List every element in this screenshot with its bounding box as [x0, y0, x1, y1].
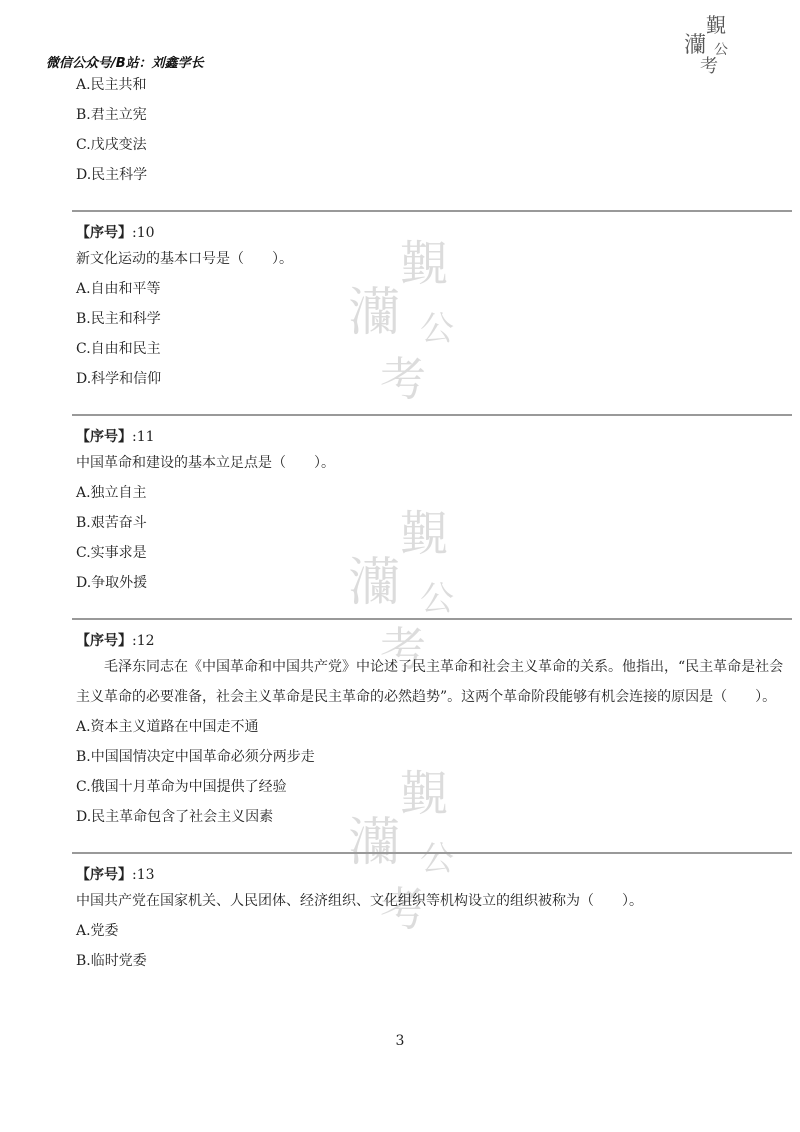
option-d: D.民主革命包含了社会主义因素	[76, 809, 274, 825]
svg-text:公: 公	[420, 839, 454, 879]
svg-text:覲: 覲	[400, 766, 449, 822]
option-d: D.民主科学	[76, 167, 148, 183]
question-header	[76, 222, 788, 244]
logo-char-3: 公	[714, 42, 728, 58]
option-b: B.艰苦奋斗	[76, 515, 147, 531]
logo-char-1: 覲	[706, 13, 726, 37]
option-c: C.俄国十月革命为中国提供了经验	[76, 779, 287, 795]
option-b: B.临时党委	[76, 953, 147, 969]
divider	[72, 210, 792, 212]
option-b: B.中国国情决定中国革命必须分两步走	[76, 749, 315, 765]
question-label: 【序号】	[76, 225, 132, 241]
question-11	[76, 426, 788, 598]
question-header	[76, 864, 788, 886]
logo-char-2: 灡	[684, 33, 707, 58]
question-number: :11	[132, 429, 155, 445]
svg-text:灡: 灡	[348, 553, 401, 613]
question-13	[76, 864, 788, 976]
divider	[72, 852, 792, 854]
question-12	[76, 630, 788, 832]
question-stem: 新文化运动的基本口号是（ ）。	[76, 251, 293, 267]
question-label: 【序号】	[76, 429, 132, 445]
page-number: 3	[395, 1033, 405, 1049]
option-a: A.自由和平等	[76, 281, 161, 297]
option-b: B.君主立宪	[76, 107, 147, 123]
question-header	[76, 426, 788, 448]
svg-text:覲: 覲	[400, 236, 449, 292]
question-stem: 中国共产党在国家机关、人民团体、经济组织、文化组织等机构设立的组织被称为（ ）。	[76, 893, 643, 909]
question-label: 【序号】	[76, 867, 132, 883]
option-a: A.民主共和	[76, 77, 147, 93]
svg-text:覲: 覲	[400, 506, 449, 562]
option-c: C.自由和民主	[76, 341, 161, 357]
header-source-text: 微信公众号/B站：刘鑫学长	[46, 56, 204, 71]
option-a: A.独立自主	[76, 485, 147, 501]
svg-text:灡: 灡	[348, 813, 401, 873]
svg-text:考: 考	[380, 352, 426, 406]
question-label: 【序号】	[76, 633, 132, 649]
logo-char-4: 考	[700, 56, 718, 74]
option-d: D.争取外援	[76, 575, 148, 591]
question-stem: 中国革命和建设的基本立足点是（ ）。	[76, 455, 335, 471]
svg-text:灡: 灡	[348, 283, 401, 343]
question-number: :12	[132, 633, 155, 649]
option-c: C.戊戌变法	[76, 137, 147, 153]
svg-text:公: 公	[420, 309, 454, 349]
option-b: B.民主和科学	[76, 311, 161, 327]
option-list-previous	[76, 70, 788, 190]
question-number: :10	[132, 225, 155, 241]
question-number: :13	[132, 867, 155, 883]
option-a: A.党委	[76, 923, 119, 939]
svg-text:公: 公	[420, 579, 454, 619]
svg-text:考: 考	[380, 622, 426, 676]
question-header	[76, 630, 788, 652]
option-c: C.实事求是	[76, 545, 147, 561]
option-a: A.资本主义道路在中国走不通	[76, 719, 259, 735]
logo-stamp-icon	[676, 10, 740, 74]
divider	[72, 618, 792, 620]
option-d: D.科学和信仰	[76, 371, 162, 387]
question-stem: 毛泽东同志在《中国革命和中国共产党》中论述了民主革命和社会主义革命的关系。他指出，“民主革命是社会主义革命的必要准备，社会主义革命是民主革命的必然趋势”。这两个革命阶段能够有机会连接的原因是（ ）。	[76, 659, 784, 705]
svg-text:考: 考	[380, 882, 426, 936]
divider	[72, 414, 792, 416]
page-content	[76, 70, 788, 976]
question-10	[76, 222, 788, 394]
